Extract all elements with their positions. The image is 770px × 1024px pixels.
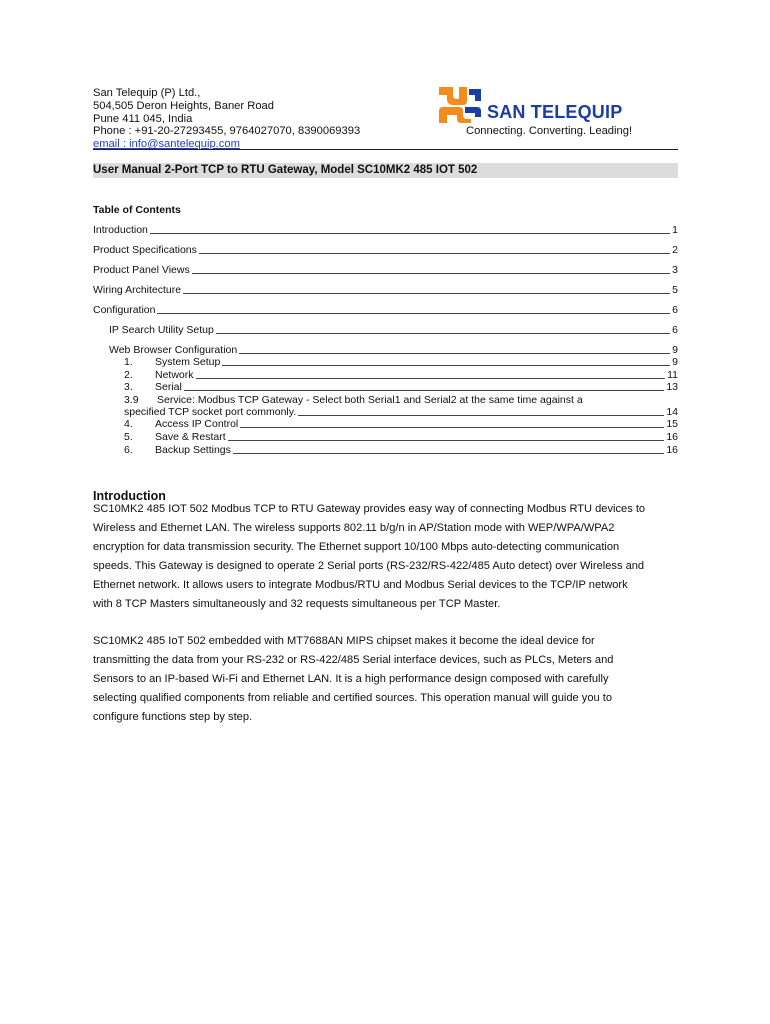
toc-entry-number: 1. [124,356,133,368]
paragraph-line: SC10MK2 485 IOT 502 Modbus TCP to RTU Gateway provides easy way of connecting Modbus RTU devices to [93,503,646,515]
paragraph-line: with 8 TCP Masters simultaneously and 32 requests simultaneous per TCP Master. [93,598,501,610]
toc-entry-number: 3. [124,381,133,393]
toc-entry-label: Serial [155,381,182,393]
toc-entry-label: Web Browser Configuration [109,344,238,356]
toc-entry[interactable] [124,418,678,430]
toc-entry-label: Access IP Control [155,418,239,430]
toc-entry-page: 16 [666,431,678,443]
toc-entry-page: 16 [666,444,678,456]
paragraph-line: transmitting the data from your RS-232 or RS-422/485 Serial interface devices, such as PLCs, Meters and [93,654,614,666]
toc-entry-number: 5. [124,431,133,443]
introduction-heading: Introduction [93,489,166,503]
toc-entry[interactable] [109,324,678,336]
toc-entry-page: 6 [672,304,678,316]
introduction-paragraph-1 [93,500,678,614]
toc-entry-number: 4. [124,418,133,430]
address-line: 504,505 Deron Heights, Baner Road [93,99,274,112]
company-logo [437,85,637,125]
toc-entry[interactable] [109,344,678,356]
introduction-paragraph-2 [93,632,678,727]
toc-entry-label: System Setup [155,356,221,368]
toc-entry-continuation[interactable] [124,406,678,418]
toc-entry[interactable] [93,264,678,276]
toc-entry-page: 5 [672,284,678,296]
toc-entry-number: 3.9 [124,394,139,406]
company-address [93,87,360,151]
toc-entry-label: Save & Restart [155,431,226,443]
phone-line: Phone : +91-20-27293455, 9764027070, 8390069393 [93,125,361,138]
logo-mark-icon [437,85,485,125]
email-link[interactable]: info@santelequip.com [129,138,240,151]
toc-entry[interactable] [124,369,678,381]
header-divider [93,149,678,150]
toc-entry-page: 11 [667,369,678,381]
address-line: Pune 411 045, India [93,112,193,125]
document-title: User Manual 2-Port TCP to RTU Gateway, Model SC10MK2 485 IOT 502 [93,164,478,176]
toc-entry-page: 15 [666,418,678,430]
company-tagline: Connecting. Converting. Leading! [466,125,633,137]
toc-entry[interactable] [93,244,678,256]
toc-entry[interactable] [124,356,678,368]
toc-entry[interactable] [124,431,678,443]
email-label: email : [93,138,130,151]
toc-heading: Table of Contents [93,204,181,216]
paragraph-line: SC10MK2 485 IoT 502 embedded with MT7688AN MIPS chipset makes it become the ideal device for [93,635,595,647]
toc-entry-label: Configuration [93,304,156,316]
toc-entry-page: 13 [666,381,678,393]
toc-entry-number: 6. [124,444,133,456]
paragraph-line: configure functions step by step. [93,711,253,723]
logo-text: SAN TELEQUIP [487,102,623,122]
toc-entry-page: 3 [672,264,678,276]
paragraph-line: encryption for data transmission security. The Ethernet support 10/100 Mbps auto-detecting communication [93,541,620,553]
toc-entry[interactable] [93,224,678,236]
paragraph-line: selecting qualified components from reliable and certified sources. This operation manual will guide you to [93,692,613,704]
toc-entry-page: 2 [672,244,678,256]
address-line: San Telequip (P) Ltd., [93,87,201,99]
toc-entry-label-continued: specified TCP socket port commonly. [124,406,297,418]
toc-entry-page: 14 [666,406,678,418]
toc-entry-label: Backup Settings [155,444,231,456]
toc-entry[interactable] [93,304,678,316]
toc-entry[interactable] [124,381,678,393]
toc-entry-label: Introduction [93,224,148,236]
toc-entry-label: Service: Modbus TCP Gateway - Select both Serial1 and Serial2 at the same time against a [157,394,583,406]
toc-entry-label: IP Search Utility Setup [109,324,214,336]
paragraph-line: Wireless and Ethernet LAN. The wireless supports 802.11 b/g/n in AP/Station mode with WEP/WPA/WPA2 [93,522,615,534]
paragraph-line: Sensors to an IP-based Wi-Fi and Ethernet LAN. It is a high performance design composed with carefully [93,673,609,685]
toc-entry[interactable] [124,444,678,456]
document-title-bar [93,163,678,178]
paragraph-line: speeds. This Gateway is designed to operate 2 Serial ports (RS-232/RS-422/485 Auto detect) over Wireless and [93,560,645,572]
toc-entry-label: Wiring Architecture [93,284,182,296]
toc-entry-page: 1 [672,224,678,236]
toc-entry-label: Product Specifications [93,244,197,256]
toc-entry-number: 2. [124,369,133,381]
toc-entry[interactable] [93,284,678,296]
toc-entry-label: Product Panel Views [93,264,190,276]
paragraph-line: Ethernet network. It allows users to integrate Modbus/RTU and Modbus Serial devices to the TCP/IP network [93,579,628,591]
toc-entry-page: 9 [672,344,678,356]
toc-entry-page: 9 [672,356,678,368]
toc-entry[interactable] [124,394,678,406]
toc-entry-page: 6 [672,324,678,336]
toc-entry-label: Network [155,369,194,381]
